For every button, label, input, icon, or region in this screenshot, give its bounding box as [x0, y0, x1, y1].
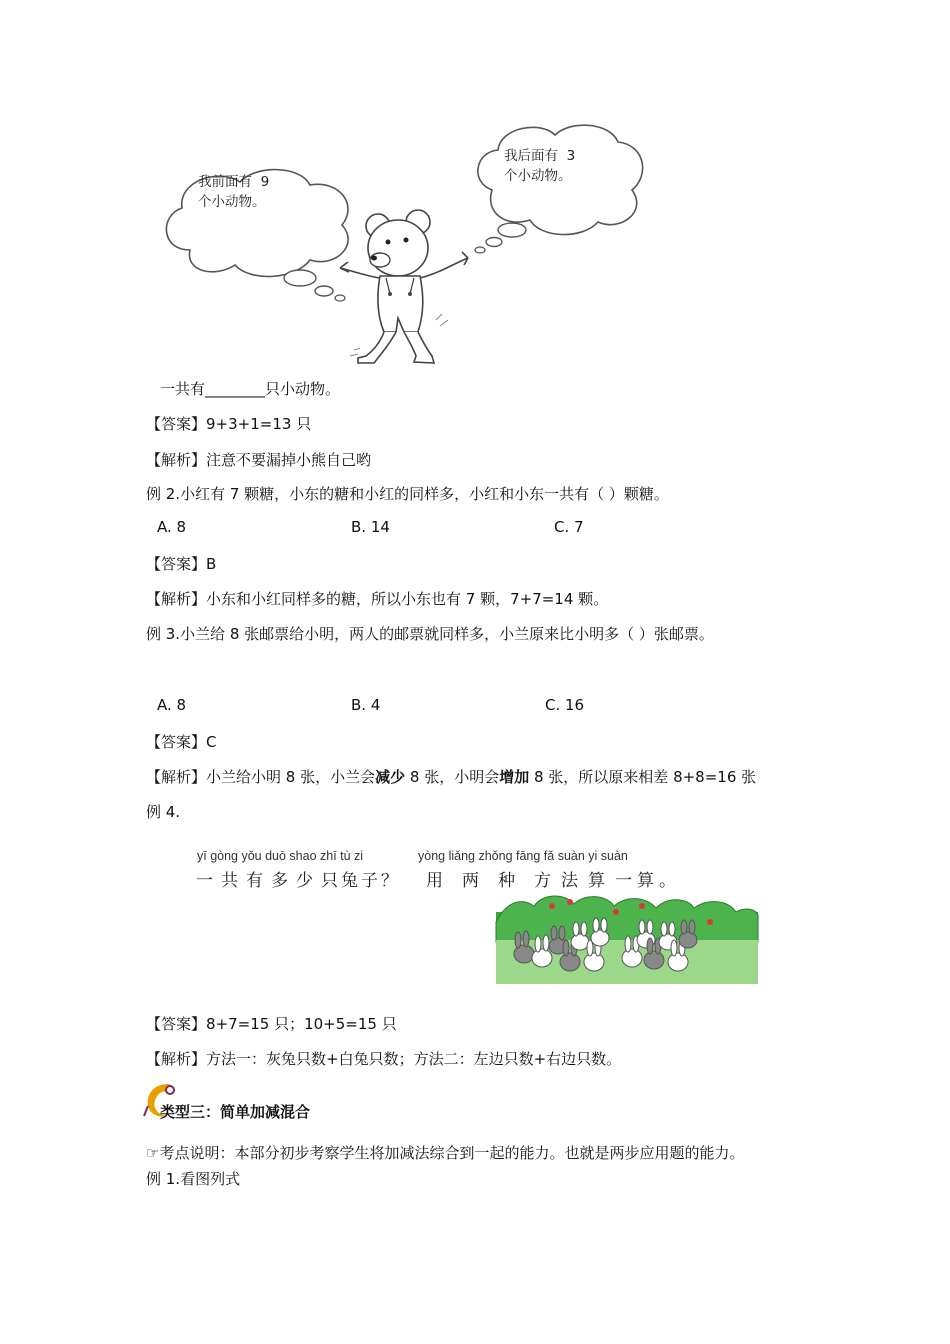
ex3-answer: 【答案】C [146, 733, 217, 751]
bubble-left-number: 9 [260, 174, 270, 190]
q1-analysis: 【解析】注意不要漏掉小熊自己哟 [146, 451, 372, 469]
ex4-hanzi-right-char: 两 [462, 871, 479, 891]
section3-title: 类型三：简单加减混合 [160, 1103, 311, 1121]
ex4-hanzi-right-char: 法 [561, 871, 578, 891]
ex4-hanzi-right-char: 算 [588, 871, 605, 891]
ex4-hanzi-right-char: 用 [426, 871, 443, 891]
ex4-hanzi-right-char: 。 [659, 871, 676, 891]
ex4-hanzi-right [426, 866, 679, 891]
ex3-option-a[interactable]: A. 8 [157, 696, 187, 714]
ex3-analysis [146, 766, 756, 787]
ex4-hanzi-right-char: 算 [637, 871, 654, 891]
ex4-hanzi-left-char: 子 [361, 871, 378, 891]
ex4-hanzi-left-char: 只 [321, 871, 338, 891]
ex3-option-c[interactable]: C. 16 [545, 696, 585, 714]
q1-question-suffix: 只小动物。 [265, 380, 341, 398]
ex4-hanzi-left-char: 多 [271, 871, 288, 891]
ex3-analysis-part1: 【解析】小兰给小明 8 张，小兰会 [146, 768, 376, 786]
ex3-analysis-part2: 8 张，小明会 [405, 768, 500, 786]
ex4-hanzi-left-char: 兔 [341, 871, 358, 891]
q1-question [160, 378, 340, 399]
bubble-left-line2: 个小动物。 [198, 194, 266, 210]
ex4-analysis: 【解析】方法一：灰兔只数+白兔只数；方法二：左边只数+右边只数。 [146, 1050, 622, 1068]
q1-question-prefix: 一共有 [160, 380, 206, 398]
ex4-hanzi-right-char: 种 [498, 871, 515, 891]
ex4-answer: 【答案】8+7=15 只；10+5=15 只 [146, 1015, 397, 1033]
bubble-right-line1: 我后面有 [504, 148, 558, 164]
ex4-hanzi-left [196, 866, 401, 891]
ex4-hanzi-left-char: 共 [221, 871, 238, 891]
ex2-option-b[interactable]: B. 14 [351, 518, 390, 536]
ex4-hanzi-left-char: 少 [296, 871, 313, 891]
ex4-hanzi-right-char: 一 [615, 871, 632, 891]
ex3-question: 例 3.小兰给 8 张邮票给小明，两人的邮票就同样多，小兰原来比小明多（ ）张邮票。 [146, 625, 714, 643]
section3-example1: 例 1.看图列式 [146, 1170, 241, 1188]
bear-figure [340, 208, 490, 368]
ex4-pinyin-left: yī gòng yǒu duō shao zhī tù zi [197, 849, 364, 863]
rabbits-illustration [496, 892, 758, 984]
q1-answer: 【答案】9+3+1=13 只 [146, 415, 312, 433]
ex4-hanzi-left-char: 有 [246, 871, 263, 891]
ex2-option-c[interactable]: C. 7 [554, 518, 584, 536]
bubble-right-line2: 个小动物。 [504, 168, 572, 184]
ex3-analysis-bold-decrease: 减少 [375, 768, 406, 786]
q1-answer-blank[interactable]: ________ [205, 380, 266, 398]
ex4-hanzi-left-char: 一 [196, 871, 213, 891]
section3-description: ☞考点说明：本部分初步考察学生将加减法综合到一起的能力。也就是两步应用题的能力。 [146, 1144, 745, 1162]
ex2-analysis: 【解析】小东和小红同样多的糖，所以小东也有 7 颗，7+7=14 颗。 [146, 590, 609, 608]
ex2-question: 例 2.小红有 7 颗糖，小东的糖和小红的同样多，小红和小东一共有（ ）颗糖。 [146, 485, 669, 503]
bubble-right-number: 3 [566, 148, 576, 164]
bear-illustration [160, 120, 640, 365]
ex3-analysis-part3: 8 张，所以原来相差 8+8=16 张 [529, 768, 757, 786]
ex4-pinyin-right: yòng liǎng zhǒng fāng fǎ suàn yi suàn [418, 849, 628, 863]
bubble-left-line1: 我前面有 [198, 174, 252, 190]
ex4-label: 例 4. [146, 803, 181, 821]
ex2-answer: 【答案】B [146, 555, 217, 573]
ex2-option-a[interactable]: A. 8 [157, 518, 187, 536]
ex4-hanzi-right-char: 方 [534, 871, 551, 891]
ex3-option-b[interactable]: B. 4 [351, 696, 381, 714]
thought-bubble-right [470, 120, 650, 270]
ex4-hanzi-left-char: ？ [381, 871, 398, 891]
ex3-analysis-bold-increase: 增加 [499, 768, 530, 786]
